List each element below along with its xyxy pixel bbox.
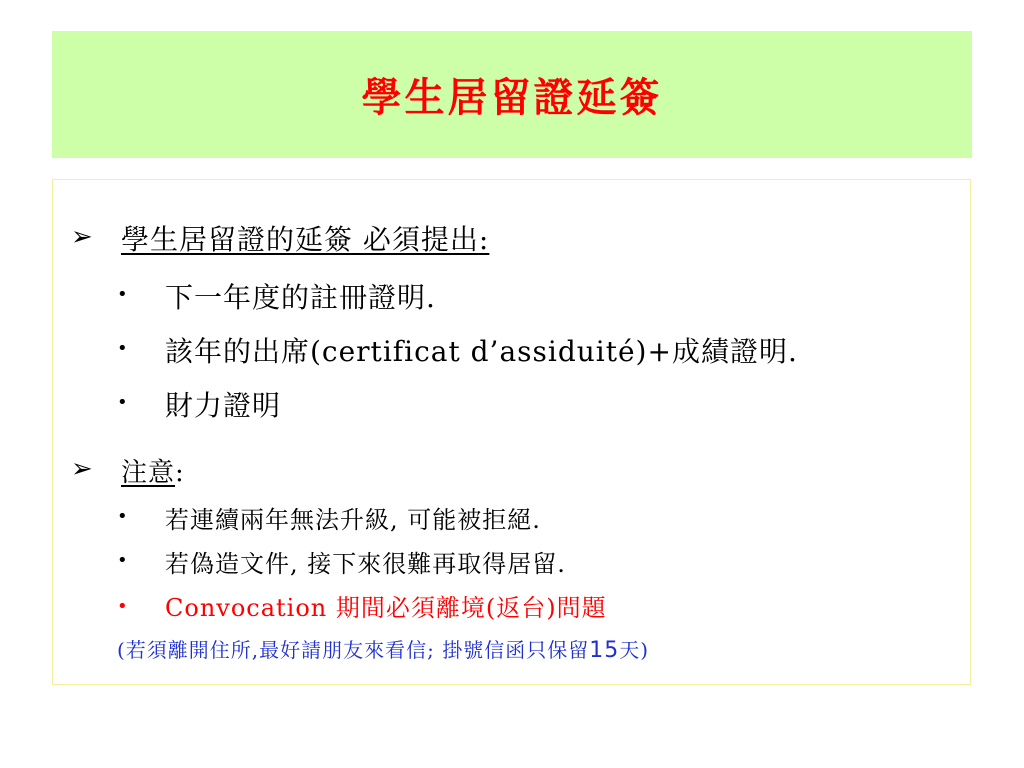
dot-bullet-icon: •: [117, 392, 128, 413]
section1-heading: [121, 218, 489, 258]
section2-item: 若連續兩年無法升級, 可能被拒絕.: [165, 506, 541, 534]
dot-bullet-icon: •: [117, 338, 128, 359]
mail-note-suffix: 天): [619, 638, 650, 662]
section2-heading: [121, 452, 185, 489]
section1-item: 下一年度的註冊證明.: [165, 281, 436, 314]
page-title: 學生居留證延簽: [361, 74, 663, 121]
mail-note-prefix: (若須離開住所,最好請朋友來看信; 掛號信函只保留: [117, 638, 590, 662]
title-banner: [52, 31, 972, 158]
section2-warning-item: Convocation 期間必須離境(返台)問題: [165, 594, 607, 622]
mail-note-days: 15: [589, 638, 620, 663]
dot-bullet-icon: •: [117, 506, 128, 527]
dot-bullet-icon: •: [117, 550, 128, 571]
section1-heading-text: 學生居留證的延簽 必須提出: [121, 223, 479, 256]
mail-note: [117, 634, 649, 663]
dot-bullet-icon: •: [117, 284, 128, 305]
content-panel: [52, 179, 971, 685]
section2-item: 若偽造文件, 接下來很難再取得居留.: [165, 550, 566, 578]
section2-heading-text: 注意: [121, 458, 176, 488]
section1-item: 該年的出席(certificat d’assiduité)+成績證明.: [165, 335, 798, 368]
dot-bullet-icon: •: [117, 596, 128, 617]
arrowhead-bullet-icon: ➢: [71, 454, 93, 484]
section1-item: 財力證明: [165, 389, 282, 422]
arrowhead-bullet-icon: ➢: [71, 222, 93, 252]
section1-heading-colon: :: [478, 223, 490, 256]
section2-heading-colon: :: [175, 458, 185, 488]
